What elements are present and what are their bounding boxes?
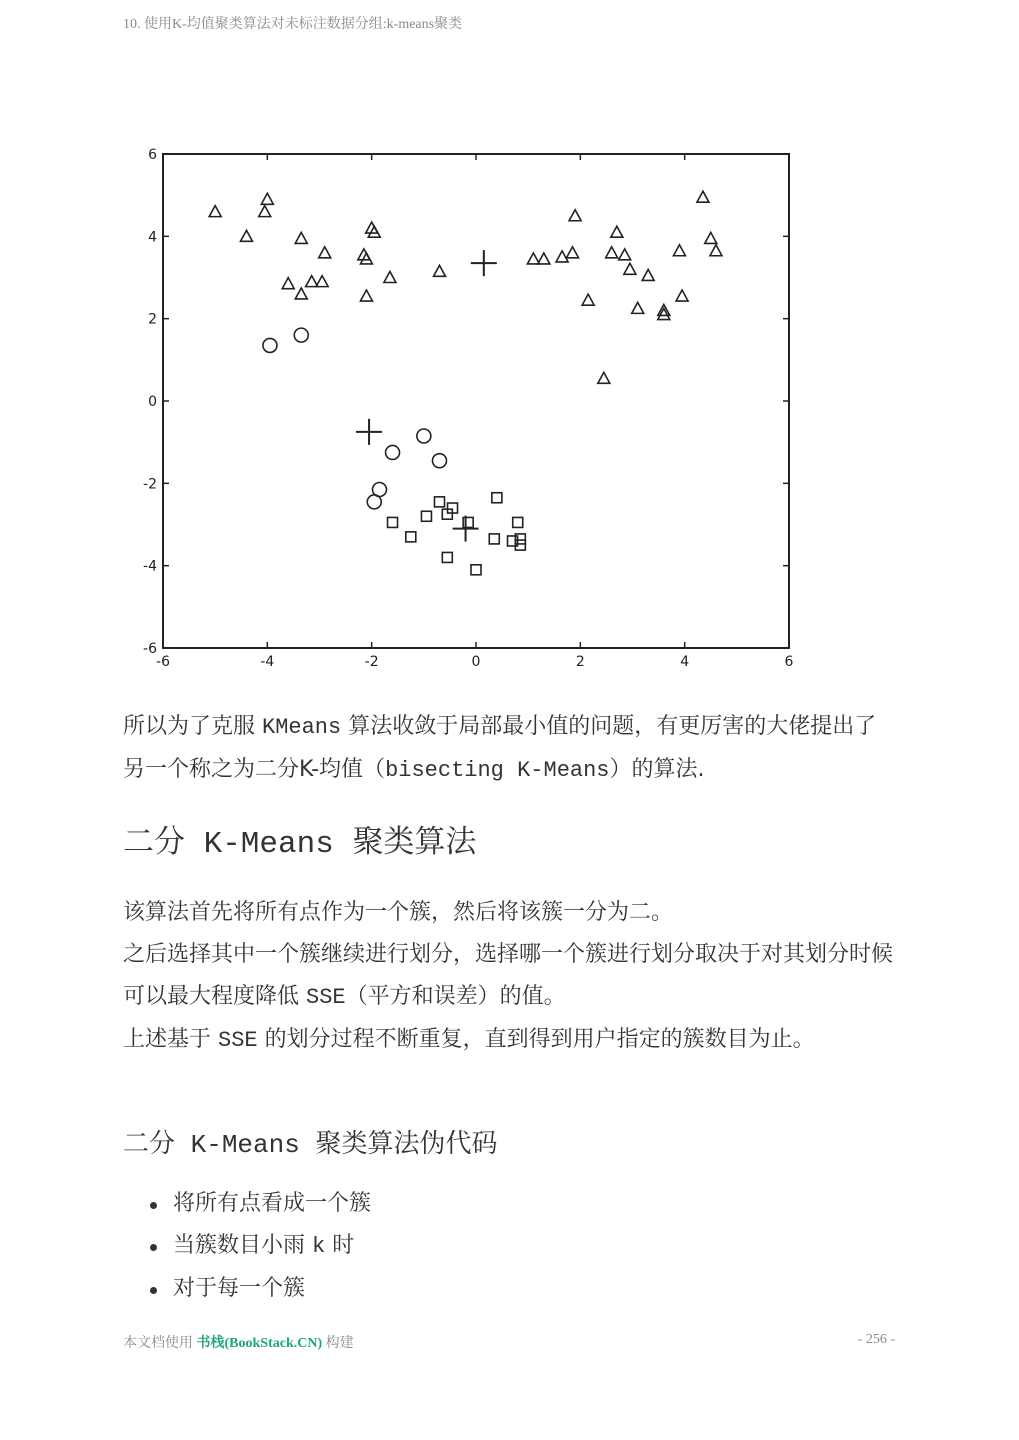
para-2-text-a: 之后选择其中一个簇继续进行划分，选择哪一个簇进行划分取决于对其划分时候可以最大程度降低	[123, 942, 894, 1009]
y-tick-label: -2	[143, 476, 157, 493]
triangle-point	[569, 210, 581, 221]
x-tick-label: 6	[784, 654, 794, 670]
triangle-point	[527, 253, 539, 264]
circle-point	[294, 328, 308, 342]
y-tick-label: -4	[143, 558, 157, 575]
para-2-code-sse: SSE	[306, 985, 346, 1010]
triangle-point	[556, 251, 568, 262]
footer-prefix: 本文档使用	[123, 1336, 197, 1351]
triangle-point	[624, 263, 636, 274]
subheading-code: K-Means	[175, 1130, 316, 1160]
subsection-heading	[123, 1120, 497, 1169]
scatter-figure	[123, 132, 818, 680]
intro-code-kmeans: KMeans	[262, 715, 342, 740]
plot-frame	[163, 154, 789, 648]
triangle-point	[642, 269, 654, 280]
heading-text-1: 二分	[123, 824, 185, 860]
page-number: - 256 -	[857, 1332, 895, 1347]
centroid-marker	[471, 250, 497, 276]
heading-code: K-Means	[185, 827, 353, 862]
triangle-point	[433, 265, 445, 276]
paragraph-3	[123, 1019, 893, 1062]
para-3-text-a: 上述基于	[123, 1027, 218, 1052]
square-point	[434, 497, 444, 507]
intro-code-bisecting: bisecting K-Means	[385, 758, 610, 783]
subheading-text-1: 二分	[123, 1129, 176, 1159]
circle-point	[432, 454, 446, 468]
circle-point	[263, 338, 277, 352]
square-point	[471, 565, 481, 575]
triangle-point	[619, 249, 631, 260]
list-item: 对于每一个簇	[123, 1268, 371, 1310]
square-point	[406, 532, 416, 542]
square-point	[513, 517, 523, 527]
list-item: 将所有点看成一个簇	[123, 1183, 371, 1225]
para-3-code-sse: SSE	[218, 1028, 258, 1053]
triangle-point	[319, 247, 331, 258]
intro-paragraph	[123, 706, 893, 792]
triangle-point	[306, 276, 318, 287]
list-item	[123, 1225, 371, 1268]
triangle-point	[705, 232, 717, 243]
triangle-point	[538, 253, 550, 264]
square-point	[388, 517, 398, 527]
bullet-2-text-a: 当簇数目小雨	[173, 1233, 312, 1258]
paragraph-2	[123, 934, 893, 1019]
x-tick-label: 0	[471, 654, 481, 670]
intro-text-3: ）的算法.	[609, 757, 705, 782]
triangle-point	[209, 206, 221, 217]
triangle-point	[368, 226, 380, 237]
triangle-point	[282, 278, 294, 289]
triangle-point	[676, 290, 688, 301]
triangle-point	[240, 230, 252, 241]
triangle-point	[360, 253, 372, 264]
triangle-point	[384, 272, 396, 283]
circle-point	[367, 495, 381, 509]
triangle-point	[658, 309, 670, 320]
paragraph-1: 该算法首先将所有点作为一个簇，然后将该簇一分为二。	[123, 900, 674, 925]
para-3-text-b: 的划分过程不断重复，直到得到用户指定的簇数目为止。	[257, 1027, 815, 1052]
x-tick-label: 2	[575, 654, 585, 670]
square-point	[442, 552, 452, 562]
square-point	[489, 534, 499, 544]
intro-text-2: 算法收敛于局部最小值的问题，有更厉害的大佬提出了另一个称之为二分K-均值（	[123, 714, 877, 782]
y-tick-label: 0	[148, 394, 157, 410]
triangle-point	[632, 302, 644, 313]
scatter-plot	[123, 132, 818, 680]
centroid-marker	[453, 516, 479, 542]
triangle-point	[710, 245, 722, 256]
x-tick-label: 4	[680, 654, 690, 670]
bullet-2-code-k: k	[312, 1234, 326, 1259]
para-2-text-b: （平方和误差）的值。	[345, 984, 566, 1009]
subheading-text-2: 聚类算法伪代码	[315, 1129, 498, 1159]
intro-text-1: 所以为了克服	[123, 714, 262, 739]
footer-credit	[123, 1332, 354, 1352]
triangle-point	[598, 372, 610, 383]
main-content	[123, 706, 894, 1301]
section-body	[123, 892, 893, 1062]
heading-text-2: 聚类算法	[352, 824, 477, 860]
triangle-point	[360, 290, 372, 301]
circle-point	[417, 429, 431, 443]
triangle-point	[582, 294, 594, 305]
y-tick-label: 2	[148, 311, 157, 328]
triangle-point	[567, 247, 579, 258]
triangle-point	[295, 232, 307, 243]
x-tick-label: -2	[364, 654, 379, 670]
square-point	[421, 511, 431, 521]
triangle-point	[259, 206, 271, 217]
footer-brand-link[interactable]: 书栈(BookStack.CN)	[196, 1336, 323, 1351]
footer-suffix: 构建	[322, 1336, 354, 1351]
centroid-marker	[356, 419, 382, 445]
circle-point	[386, 445, 400, 459]
pseudocode-list	[123, 1183, 371, 1310]
triangle-point	[611, 226, 623, 237]
triangle-point	[673, 245, 685, 256]
triangle-point	[295, 288, 307, 299]
y-tick-label: 4	[148, 229, 157, 246]
y-tick-label: -6	[143, 641, 157, 657]
y-tick-label: 6	[148, 147, 157, 163]
running-header: 10. 使用K-均值聚类算法对未标注数据分组:k-means聚类	[123, 17, 463, 32]
x-tick-label: -6	[156, 654, 170, 670]
x-tick-label: -4	[260, 654, 275, 670]
triangle-point	[316, 276, 328, 287]
square-point	[492, 493, 502, 503]
triangle-point	[697, 191, 709, 202]
triangle-point	[261, 193, 273, 204]
bullet-2-text-b: 时	[325, 1233, 355, 1258]
section-heading	[123, 818, 476, 869]
triangle-point	[606, 247, 618, 258]
